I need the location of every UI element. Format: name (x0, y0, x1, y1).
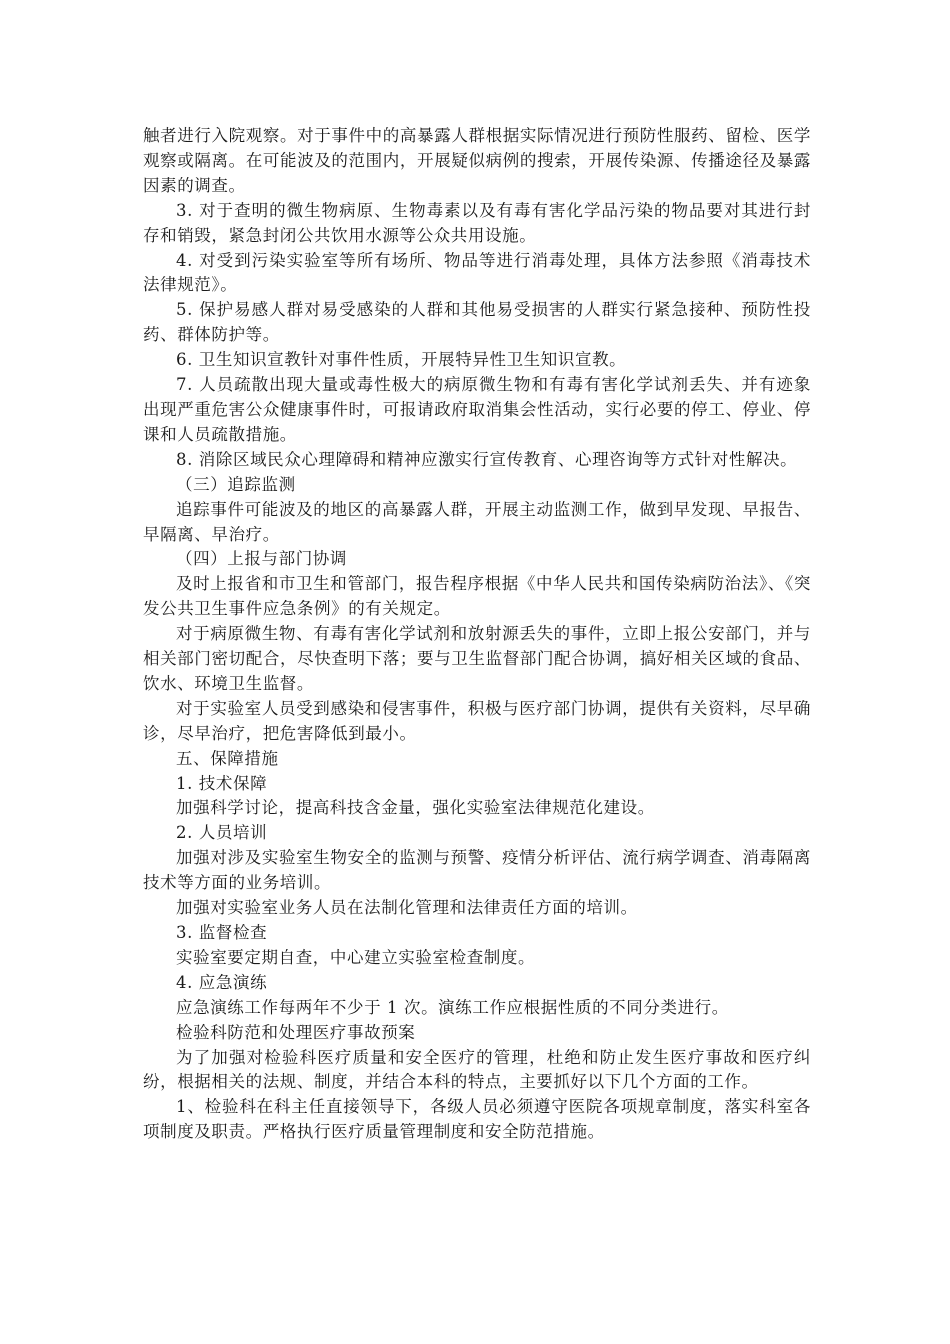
section-heading-reporting: （四）上报与部门协调 (176, 549, 347, 569)
subheading-drill: 4. 应急演练 (176, 972, 268, 992)
paragraph-2: 3. 对于查明的微生物病原、生物毒素以及有毒有害化学品污染的物品要对其进行封存和销毁，紧急封闭公共饮用水源等公众共用设施。 (143, 200, 811, 245)
paragraph-5: 6. 卫生知识宣教针对事件性质，开展特异性卫生知识宣教。 (176, 350, 627, 370)
paragraph-10: 对于病原微生物、有毒有害化学试剂和放射源丢失的事件，立即上报公安部门，并与相关部门密切配合，尽快查明下落；要与卫生监督部门配合协调，搞好相关区域的食品、饮水、环境卫生监督。 (143, 624, 811, 693)
paragraph-15: 实验室要定期自查，中心建立实验室检查制度。 (176, 947, 536, 967)
paragraph-8: 追踪事件可能波及的地区的高暴露人群，开展主动监测工作，做到早发现、早报告、早隔离、早治疗。 (143, 499, 811, 544)
paragraph-12: 加强科学讨论，提高科技含金量，强化实验室法律规范化建设。 (176, 798, 655, 818)
document-body (143, 124, 811, 1145)
paragraph-3: 4. 对受到污染实验室等所有场所、物品等进行消毒处理，具体方法参照《消毒技术法律规范》。 (143, 250, 811, 295)
section-heading-tracking: （三）追踪监测 (176, 474, 296, 494)
paragraph-7: 8. 消除区域民众心理障碍和精神应激实行宣传教育、心理咨询等方式针对性解决。 (176, 449, 798, 469)
paragraph-18: 1、检验科在科主任直接领导下，各级人员必须遵守医院各项规章制度，落实科室各项制度及职责。严格执行医疗质量管理制度和安全防范措施。 (143, 1097, 811, 1142)
paragraph-14: 加强对实验室业务人员在法制化管理和法律责任方面的培训。 (176, 898, 638, 918)
paragraph-6: 7. 人员疏散出现大量或毒性极大的病原微生物和有毒有害化学试剂丢失、并有迹象出现严重危害公众健康事件时，可报请政府取消集会性活动，实行必要的停工、停业、停课和人员疏散措施。 (143, 375, 811, 444)
section-heading-lab-plan: 检验科防范和处理医疗事故预案 (176, 1022, 416, 1042)
subheading-technical: 1. 技术保障 (176, 773, 268, 793)
subheading-inspection: 3. 监督检查 (176, 923, 268, 942)
subheading-training: 2. 人员培训 (176, 823, 268, 843)
paragraph-4: 5. 保护易感人群对易受感染的人群和其他易受损害的人群实行紧急接种、预防性投药、群体防护等。 (143, 300, 811, 345)
section-heading-safeguards: 五、保障措施 (176, 748, 279, 768)
paragraph-13: 加强对涉及实验室生物安全的监测与预警、疫情分析评估、流行病学调查、消毒隔离技术等方面的业务培训。 (143, 848, 811, 893)
paragraph-17: 为了加强对检验科医疗质量和安全医疗的管理，杜绝和防止发生医疗事故和医疗纠纷，根据相关的法规、制度，并结合本科的特点，主要抓好以下几个方面的工作。 (143, 1047, 811, 1092)
paragraph-9: 及时上报省和市卫生和管部门，报告程序根据《中华人民共和国传染病防治法》、《突发公共卫生事件应急条例》的有关规定。 (143, 574, 811, 619)
paragraph-16: 应急演练工作每两年不少于 1 次。演练工作应根据性质的不同分类进行。 (176, 997, 729, 1017)
paragraph-1: 触者进行入院观察。对于事件中的高暴露人群根据实际情况进行预防性服药、留检、医学观察或隔离。在可能波及的范围内，开展疑似病例的搜索，开展传染源、传播途径及暴露因素的调查。 (143, 126, 811, 195)
paragraph-11: 对于实验室人员受到感染和侵害事件，积极与医疗部门协调，提供有关资料，尽早确诊，尽早治疗，把危害降低到最小。 (143, 698, 811, 743)
